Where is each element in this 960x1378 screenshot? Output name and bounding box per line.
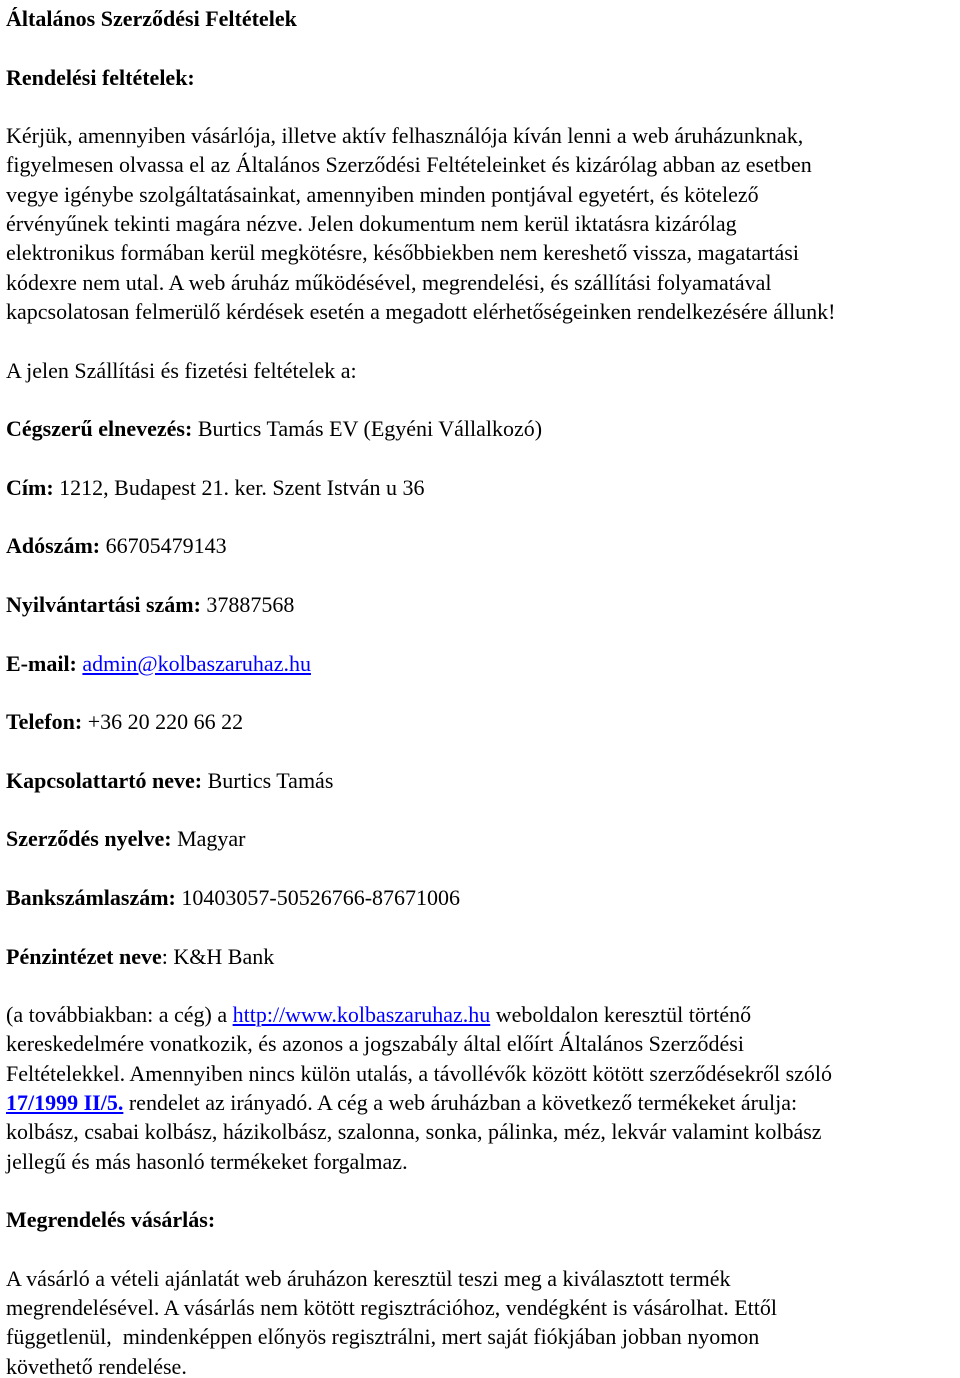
- email-link[interactable]: admin@kolbaszaruhaz.hu: [82, 650, 311, 676]
- contract-language-value: Magyar: [171, 826, 246, 852]
- purchase-line: követhető rendelése.: [6, 1353, 187, 1378]
- purchase-paragraph: [6, 1264, 954, 1378]
- contract-language-row: [6, 824, 954, 853]
- website-link[interactable]: http://www.kolbaszaruhaz.hu: [232, 1002, 491, 1028]
- email-row: [6, 649, 954, 678]
- bank-account-row: [6, 883, 954, 912]
- company-name-row: [6, 414, 954, 443]
- purchase-line: A vásárló a vételi ajánlatát web áruházon keresztül teszi meg a kiválasztott termék: [6, 1265, 731, 1291]
- tax-number-row: [6, 531, 954, 560]
- scope-line: jellegű és más hasonló termékeket forgalmaz.: [6, 1148, 408, 1174]
- tax-number-value: 66705479143: [100, 533, 227, 559]
- terms-intro: A jelen Szállítási és fizetési feltételek a:: [6, 357, 357, 383]
- document-title: Általános Szerződési Feltételek: [6, 6, 297, 31]
- intro-line: vegye igénybe szolgáltatásainkat, amennyiben minden pontjával egyetért, és kötelező: [6, 181, 759, 207]
- scope-line: 17/1999 II/5. rendelet az irányadó. A cég a web áruházban a következő termékeket árulja:: [6, 1089, 798, 1115]
- bank-name-label: Pénzintézet neve: [6, 943, 162, 969]
- scope-line: Feltételekkel. Amennyiben nincs külön utalás, a távollévők között kötött szerződésekről szóló: [6, 1060, 833, 1086]
- registration-number-row: [6, 590, 954, 619]
- registration-number-value: 37887568: [200, 591, 295, 617]
- registration-number-label: Nyilvántartási szám:: [6, 591, 201, 617]
- intro-line: kódexre nem utal. A web áruház működésével, megrendelési, és szállítási folyamatával: [6, 269, 772, 295]
- section-heading-ordering: Rendelési feltételek:: [6, 64, 195, 90]
- contact-person-label: Kapcsolattartó neve:: [6, 767, 203, 793]
- contract-language-label: Szerződés nyelve:: [6, 826, 172, 852]
- contact-person-row: [6, 766, 954, 795]
- phone-label: Telefon:: [6, 709, 83, 735]
- company-name-value: Burtics Tamás EV (Egyéni Vállalkozó): [192, 416, 543, 442]
- intro-line: Kérjük, amennyiben vásárlója, illetve aktív felhasználója kíván lenni a web áruházunknak,: [6, 123, 804, 149]
- address-row: [6, 473, 954, 502]
- intro-line: elektronikus formában kerül megkötésre, későbbiekben nem kereshető vissza, magatartási: [6, 240, 799, 266]
- purchase-line: megrendelésével. A vásárlás nem kötött regisztrációhoz, vendégként is vásárolhat. Ettől: [6, 1295, 777, 1321]
- bank-account-label: Bankszámlaszám:: [6, 884, 176, 910]
- phone-row: [6, 707, 954, 736]
- scope-line: kolbász, csabai kolbász, házikolbász, szalonna, sonka, pálinka, méz, lekvár valamint kolbász: [6, 1119, 822, 1145]
- intro-paragraph: [6, 121, 954, 326]
- contact-person-value: Burtics Tamás: [202, 767, 334, 793]
- bank-name-value: : K&H Bank: [161, 943, 275, 969]
- intro-line: figyelmesen olvassa el az Általános Szerződési Feltételeinket és kizárólag abban az esetben: [6, 152, 812, 178]
- scope-line: (a továbbiakban: a cég) a http://www.kolbaszaruhaz.hu weboldalon keresztül történő: [6, 1002, 752, 1028]
- email-label: E-mail:: [6, 650, 77, 676]
- section-heading-purchase: Megrendelés vásárlás:: [6, 1207, 216, 1233]
- intro-line: érvényűnek tekinti magára nézve. Jelen dokumentum nem kerül iktatásra kizárólag: [6, 211, 737, 237]
- address-label: Cím:: [6, 474, 54, 500]
- scope-paragraph: [6, 1000, 954, 1176]
- phone-value: +36 20 220 66 22: [82, 709, 244, 735]
- intro-line: kapcsolatosan felmerülő kérdések esetén a megadott elérhetőségeinken rendelkezésére állunk!: [6, 298, 836, 324]
- tax-number-label: Adószám:: [6, 533, 101, 559]
- company-name-label: Cégszerű elnevezés:: [6, 416, 193, 442]
- bank-name-row: [6, 942, 954, 971]
- purchase-line: függetlenül, mindenképpen előnyös regisztrálni, mert saját fiókjában jobban nyomon: [6, 1324, 760, 1350]
- scope-line: kereskedelmére vonatkozik, és azonos a jogszabály által előírt Általános Szerződési: [6, 1031, 744, 1057]
- address-value: 1212, Budapest 21. ker. Szent István u 36: [53, 474, 425, 500]
- decree-link[interactable]: 17/1999 II/5.: [6, 1089, 124, 1115]
- bank-account-value: 10403057-50526766-87671006: [175, 884, 461, 910]
